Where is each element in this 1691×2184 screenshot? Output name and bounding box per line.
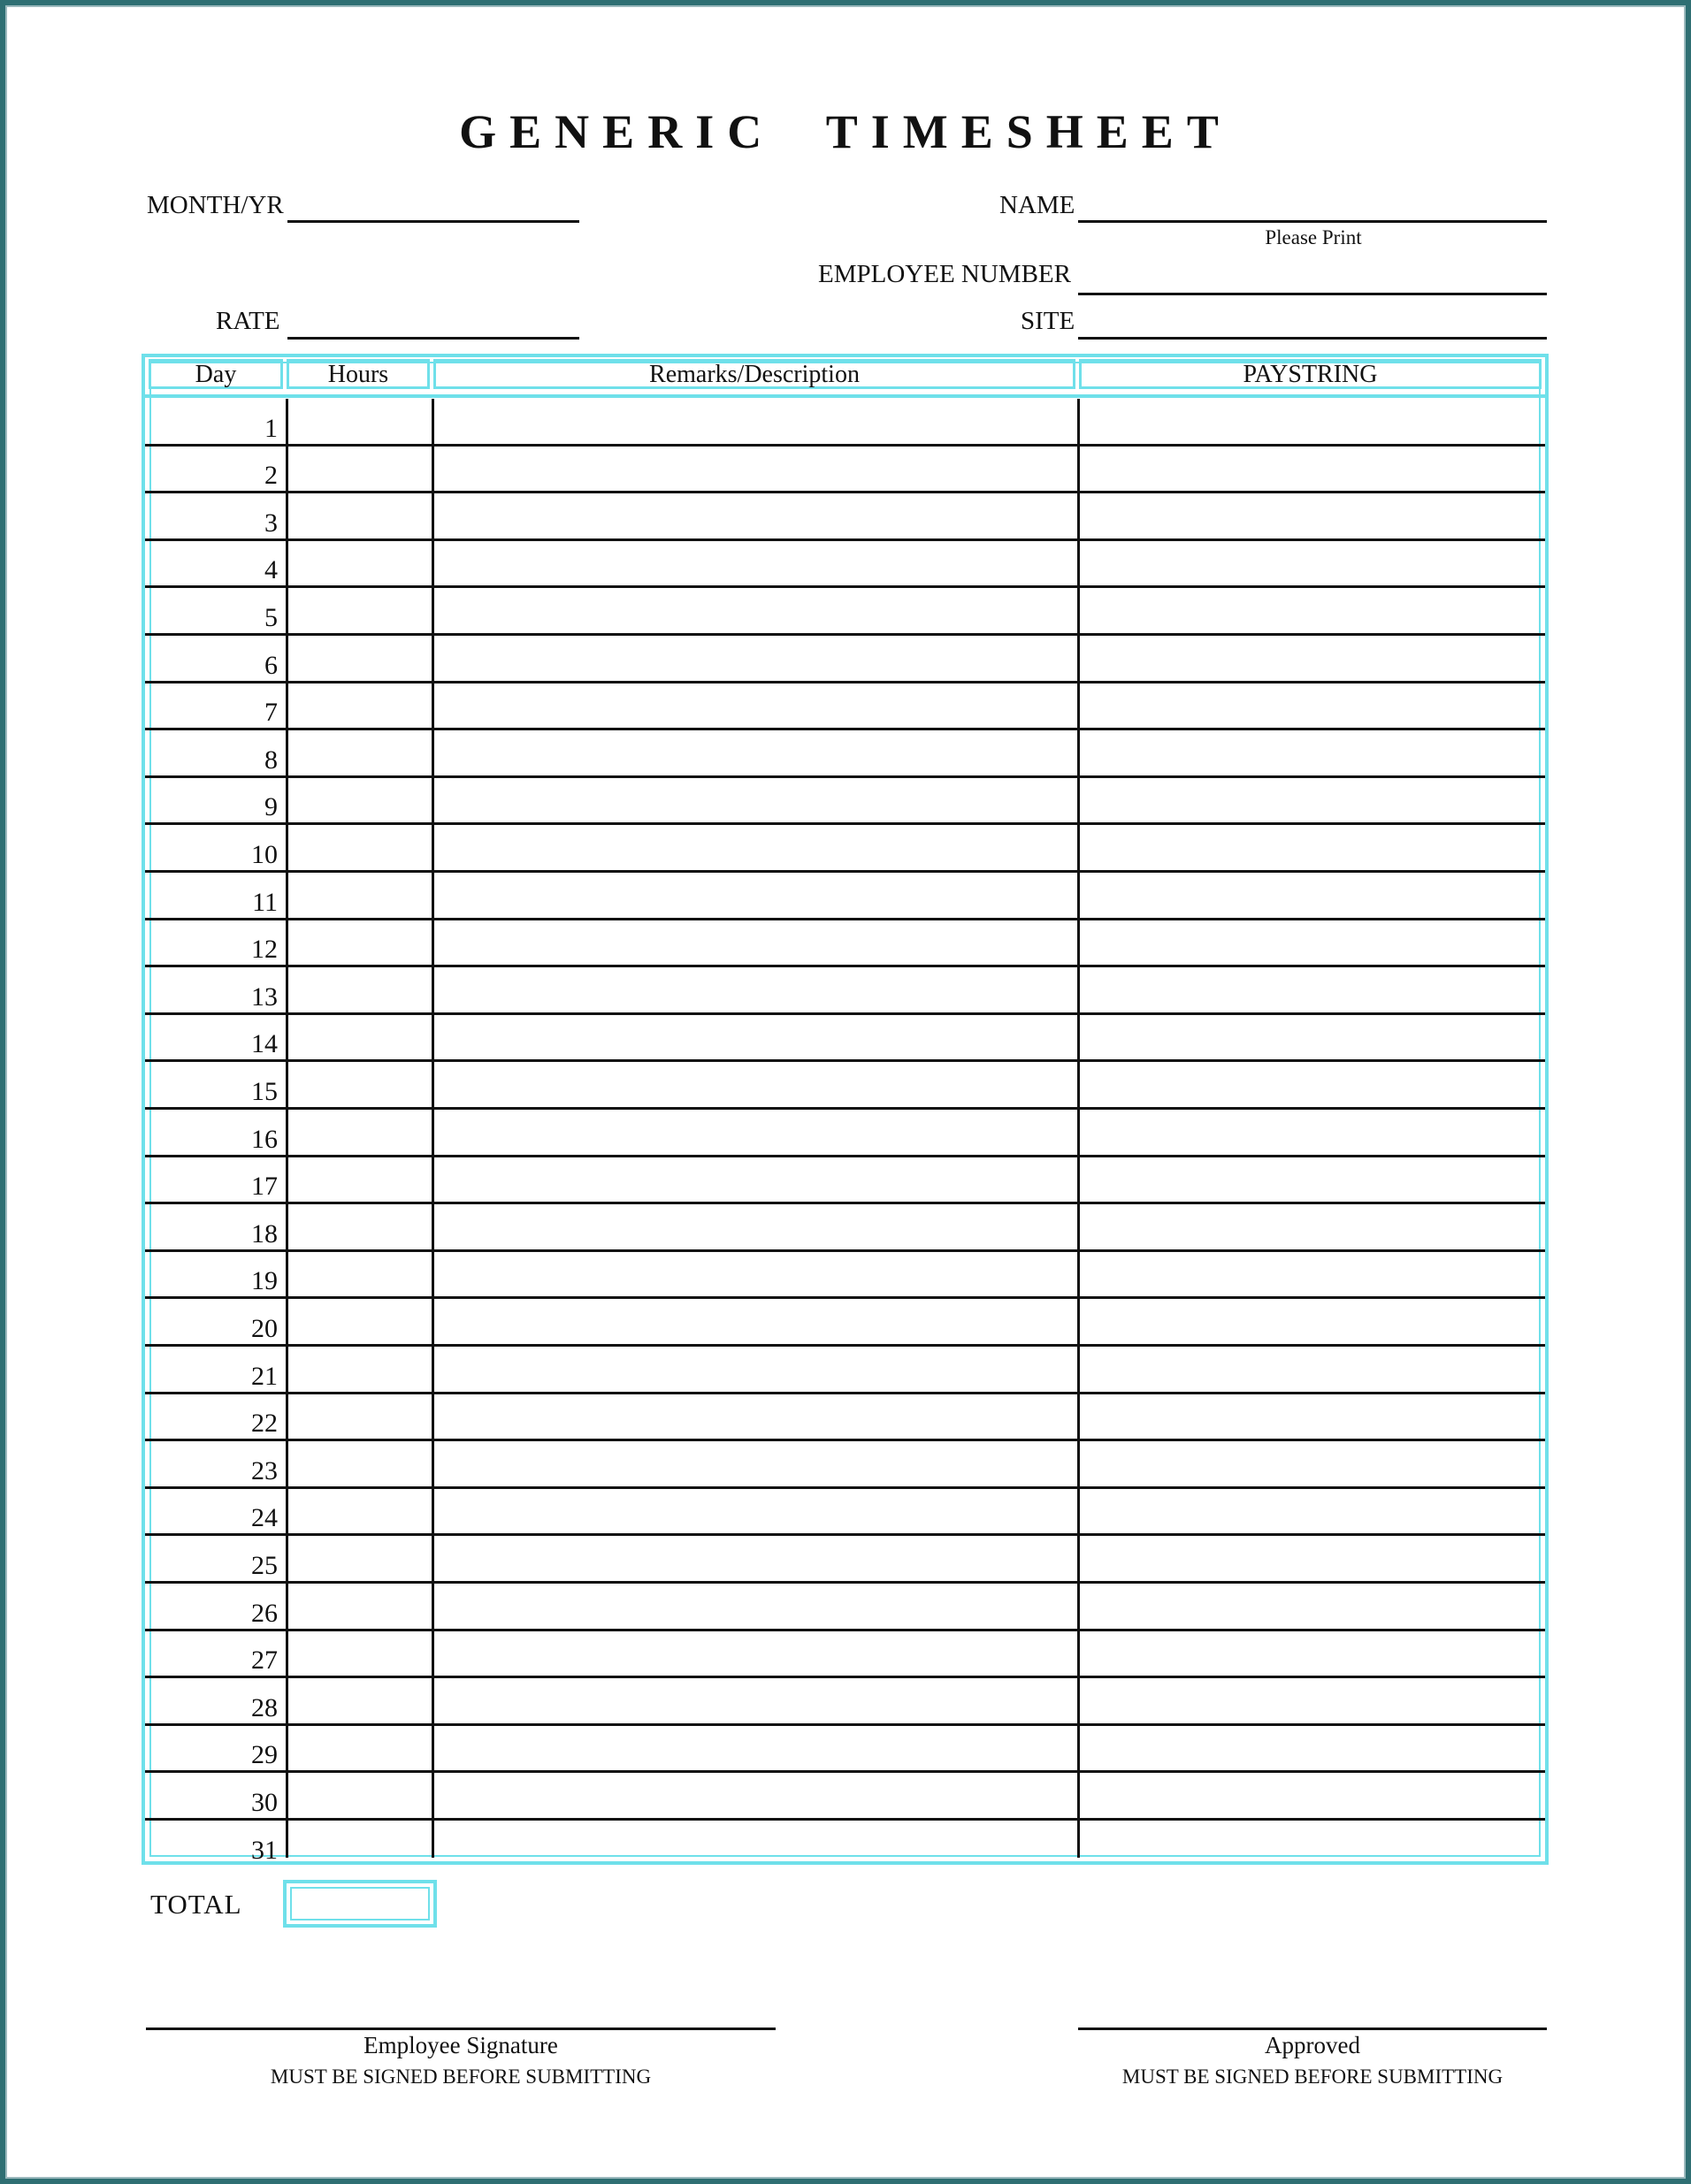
table-row[interactable] bbox=[145, 967, 1545, 1015]
table-row[interactable] bbox=[145, 825, 1545, 873]
day-number: 6 bbox=[264, 650, 278, 680]
table-row[interactable] bbox=[145, 730, 1545, 778]
name-label: NAME bbox=[999, 191, 1075, 219]
day-number: 16 bbox=[251, 1124, 278, 1154]
day-number: 28 bbox=[251, 1692, 278, 1722]
table-row[interactable] bbox=[145, 1110, 1545, 1157]
day-number: 18 bbox=[251, 1218, 278, 1249]
day-number: 17 bbox=[251, 1172, 278, 1202]
timesheet-table bbox=[142, 354, 1549, 1865]
col-divider-hours-remarks bbox=[432, 399, 434, 1858]
day-number: 12 bbox=[251, 935, 278, 965]
table-row[interactable] bbox=[145, 1631, 1545, 1679]
employee-signature-label: Employee Signature bbox=[363, 2032, 558, 2058]
table-row[interactable] bbox=[145, 1678, 1545, 1726]
rate-field[interactable] bbox=[287, 337, 579, 340]
table-row[interactable] bbox=[145, 1584, 1545, 1631]
site-field[interactable] bbox=[1078, 337, 1547, 340]
col-header-day: Day bbox=[149, 359, 283, 389]
table-row[interactable] bbox=[145, 920, 1545, 968]
table-row[interactable] bbox=[145, 1157, 1545, 1205]
table-row[interactable] bbox=[145, 683, 1545, 731]
day-number: 3 bbox=[264, 508, 278, 538]
employee-number-label: EMPLOYEE NUMBER bbox=[818, 260, 1071, 288]
col-divider-day-hours bbox=[286, 399, 288, 1858]
table-header bbox=[145, 357, 1545, 398]
table-row[interactable] bbox=[145, 1773, 1545, 1821]
table-row[interactable] bbox=[145, 1489, 1545, 1537]
table-row[interactable] bbox=[145, 1821, 1545, 1868]
employee-signature-line[interactable] bbox=[146, 2027, 776, 2030]
day-number: 24 bbox=[251, 1503, 278, 1533]
table-row[interactable] bbox=[145, 1204, 1545, 1252]
col-header-paystring: PAYSTRING bbox=[1079, 359, 1542, 389]
rate-label: RATE bbox=[216, 307, 280, 335]
page-title: GENERIC TIMESHEET bbox=[459, 105, 1232, 158]
table-row[interactable] bbox=[145, 541, 1545, 589]
approved-signature-line[interactable] bbox=[1078, 2027, 1547, 2030]
col-header-remarks: Remarks/Description bbox=[433, 359, 1075, 389]
name-field[interactable] bbox=[1078, 220, 1547, 223]
day-number: 5 bbox=[264, 602, 278, 632]
day-number: 19 bbox=[251, 1266, 278, 1296]
table-row[interactable] bbox=[145, 873, 1545, 920]
table-row[interactable] bbox=[145, 1394, 1545, 1442]
day-number: 15 bbox=[251, 1076, 278, 1106]
table-row[interactable] bbox=[145, 636, 1545, 683]
table-row[interactable] bbox=[145, 1015, 1545, 1063]
total-hours-field[interactable] bbox=[283, 1880, 437, 1928]
table-row[interactable] bbox=[145, 1062, 1545, 1110]
site-label: SITE bbox=[1021, 307, 1075, 335]
table-row[interactable] bbox=[145, 447, 1545, 494]
col-divider-remarks-paystring bbox=[1077, 399, 1080, 1858]
day-number: 31 bbox=[251, 1835, 278, 1865]
approved-label: Approved bbox=[1265, 2032, 1360, 2058]
day-number: 29 bbox=[251, 1740, 278, 1770]
table-row[interactable] bbox=[145, 1536, 1545, 1584]
day-number: 7 bbox=[264, 698, 278, 728]
table-row[interactable] bbox=[145, 1252, 1545, 1300]
month-yr-label: MONTH/YR bbox=[147, 191, 284, 219]
day-number: 10 bbox=[251, 839, 278, 869]
day-number: 22 bbox=[251, 1409, 278, 1439]
header-separator bbox=[143, 394, 1547, 398]
employee-number-field[interactable] bbox=[1078, 293, 1547, 295]
month-yr-field[interactable] bbox=[287, 220, 579, 223]
table-row[interactable] bbox=[145, 778, 1545, 826]
approved-note: MUST BE SIGNED BEFORE SUBMITTING bbox=[1121, 2066, 1504, 2088]
table-row[interactable] bbox=[145, 1299, 1545, 1347]
day-number: 27 bbox=[251, 1646, 278, 1676]
table-row[interactable] bbox=[145, 493, 1545, 541]
day-number: 25 bbox=[251, 1550, 278, 1580]
day-number: 30 bbox=[251, 1787, 278, 1817]
total-label: TOTAL bbox=[150, 1889, 242, 1920]
table-row[interactable] bbox=[145, 1726, 1545, 1774]
day-number: 4 bbox=[264, 555, 278, 585]
day-number: 20 bbox=[251, 1313, 278, 1343]
day-number: 1 bbox=[264, 413, 278, 443]
day-number: 13 bbox=[251, 981, 278, 1012]
day-number: 14 bbox=[251, 1029, 278, 1059]
day-number: 2 bbox=[264, 461, 278, 491]
col-header-hours: Hours bbox=[287, 359, 430, 389]
table-row[interactable] bbox=[145, 1347, 1545, 1394]
day-number: 21 bbox=[251, 1361, 278, 1391]
day-number: 26 bbox=[251, 1598, 278, 1628]
day-number: 9 bbox=[264, 792, 278, 822]
day-number: 11 bbox=[252, 887, 278, 917]
table-row[interactable] bbox=[145, 1441, 1545, 1489]
day-number: 23 bbox=[251, 1455, 278, 1485]
employee-signature-note: MUST BE SIGNED BEFORE SUBMITTING bbox=[270, 2066, 652, 2088]
table-row[interactable] bbox=[145, 399, 1545, 447]
day-number: 8 bbox=[264, 745, 278, 775]
name-hint: Please Print bbox=[1265, 226, 1362, 248]
table-row[interactable] bbox=[145, 588, 1545, 636]
